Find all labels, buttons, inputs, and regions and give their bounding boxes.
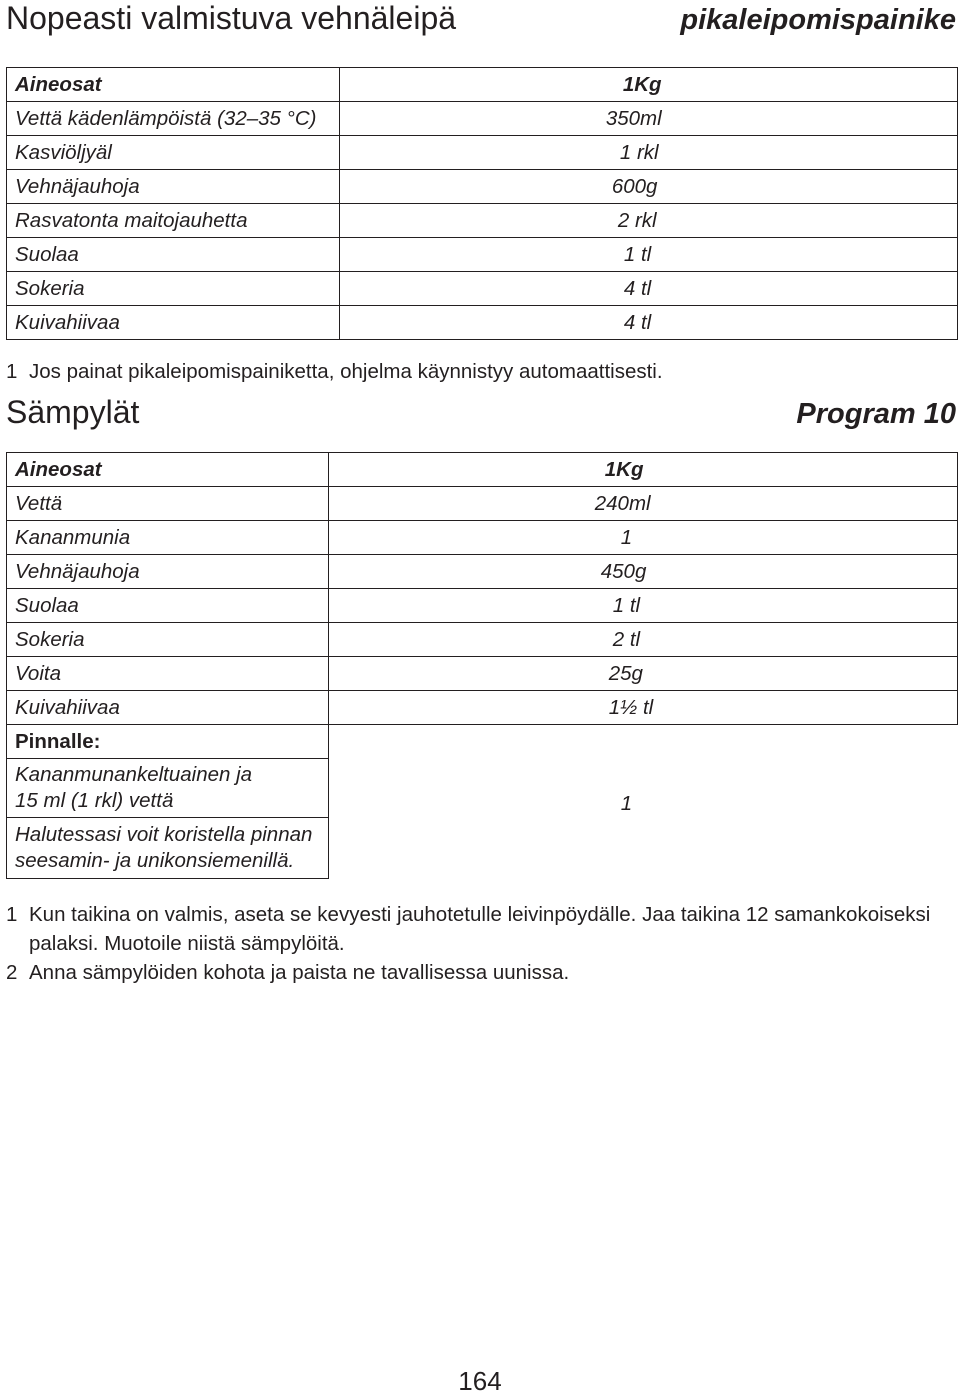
table-row [7,759,958,818]
ingredient-amount: 450g [328,555,957,589]
topping-amount: 1 [328,759,957,818]
note-text: Anna sämpylöiden kohota ja paista ne tavallisessa uunissa. [29,961,570,984]
table-row [7,589,958,623]
header-ingredient: Aineosat [7,453,329,487]
ingredient-name: Vettä kädenlämpöistä (32–35 °C) [7,102,340,136]
note-text: Kun taikina on valmis, aseta se kevyesti jauhotetulle leivinpöydälle. Jaa taikina 12 samankokoiseksi palaksi. Muotoile niistä sämpylöitä. [29,903,931,955]
ingredient-amount: 1½ tl [328,691,957,725]
table-row [7,272,958,306]
ingredient-amount: 25g [328,657,957,691]
note-number: 1 [6,903,18,926]
table-header-row [7,68,958,102]
section1-ingredient-table [6,67,958,340]
topping-header: Pinnalle: [7,725,329,759]
ingredient-name: Rasvatonta maitojauhetta [7,204,340,238]
note-item [6,900,946,958]
ingredient-name: Suolaa [7,589,329,623]
table-row [7,657,958,691]
section1-notes [6,357,946,386]
ingredient-name: Kuivahiivaa [7,306,340,340]
table-row [7,238,958,272]
table-row [7,623,958,657]
topping-description [7,759,329,818]
note-number: 1 [6,360,18,383]
section1-header [6,0,956,37]
page-number: 164 [458,1366,502,1396]
ingredient-amount: 1 tl [328,589,957,623]
section1-program: pikaleipomispainike [680,4,956,36]
empty-cell [328,725,957,759]
table-row [7,818,958,879]
ingredient-amount: 1 rkl [339,136,957,170]
table-row [7,521,958,555]
section2-header [6,394,956,431]
ingredient-amount: 350ml [339,102,957,136]
note-text: Jos painat pikaleipomispainiketta, ohjelma käynnistyy automaattisesti. [29,360,663,383]
table-row [7,555,958,589]
table-row [7,170,958,204]
section2-program: Program 10 [796,398,956,430]
ingredient-name: Vettä [7,487,329,521]
ingredient-name: Sokeria [7,623,329,657]
ingredient-amount: 4 tl [339,306,957,340]
section2-ingredient-table [6,452,958,879]
garnish-note [7,818,329,879]
section2-notes [6,900,946,987]
header-ingredient: Aineosat [7,68,340,102]
ingredient-amount: 1 [328,521,957,555]
ingredient-name: Kasviöljyäl [7,136,340,170]
note-number: 2 [6,961,18,984]
header-amount: 1Kg [339,68,957,102]
table-row [7,102,958,136]
header-amount: 1Kg [328,453,957,487]
table-row [7,487,958,521]
ingredient-amount: 1 tl [339,238,957,272]
ingredient-amount: 2 tl [328,623,957,657]
ingredient-name: Sokeria [7,272,340,306]
section2-title: Sämpylät [6,394,140,430]
note-item [6,958,946,987]
ingredient-amount: 2 rkl [339,204,957,238]
ingredient-name: Voita [7,657,329,691]
ingredient-amount: 4 tl [339,272,957,306]
empty-cell [328,818,957,879]
ingredient-name: Suolaa [7,238,340,272]
ingredient-name: Kananmunia [7,521,329,555]
ingredient-amount: 240ml [328,487,957,521]
garnish-line: Halutessasi voit koristella pinnan [15,823,313,846]
topping-line: 15 ml (1 rkl) vettä [15,789,174,812]
table-row [7,725,958,759]
ingredient-name: Kuivahiivaa [7,691,329,725]
table-row [7,691,958,725]
topping-line: Kananmunankeltuainen ja [15,763,253,786]
section1-title: Nopeasti valmistuva vehnäleipä [6,0,457,36]
table-row [7,204,958,238]
ingredient-amount: 600g [339,170,957,204]
garnish-line: seesamin- ja unikonsiemenillä. [15,849,295,872]
note-item [6,357,946,386]
table-header-row [7,453,958,487]
ingredient-name: Vehnäjauhoja [7,555,329,589]
ingredient-name: Vehnäjauhoja [7,170,340,204]
table-row [7,136,958,170]
table-row [7,306,958,340]
